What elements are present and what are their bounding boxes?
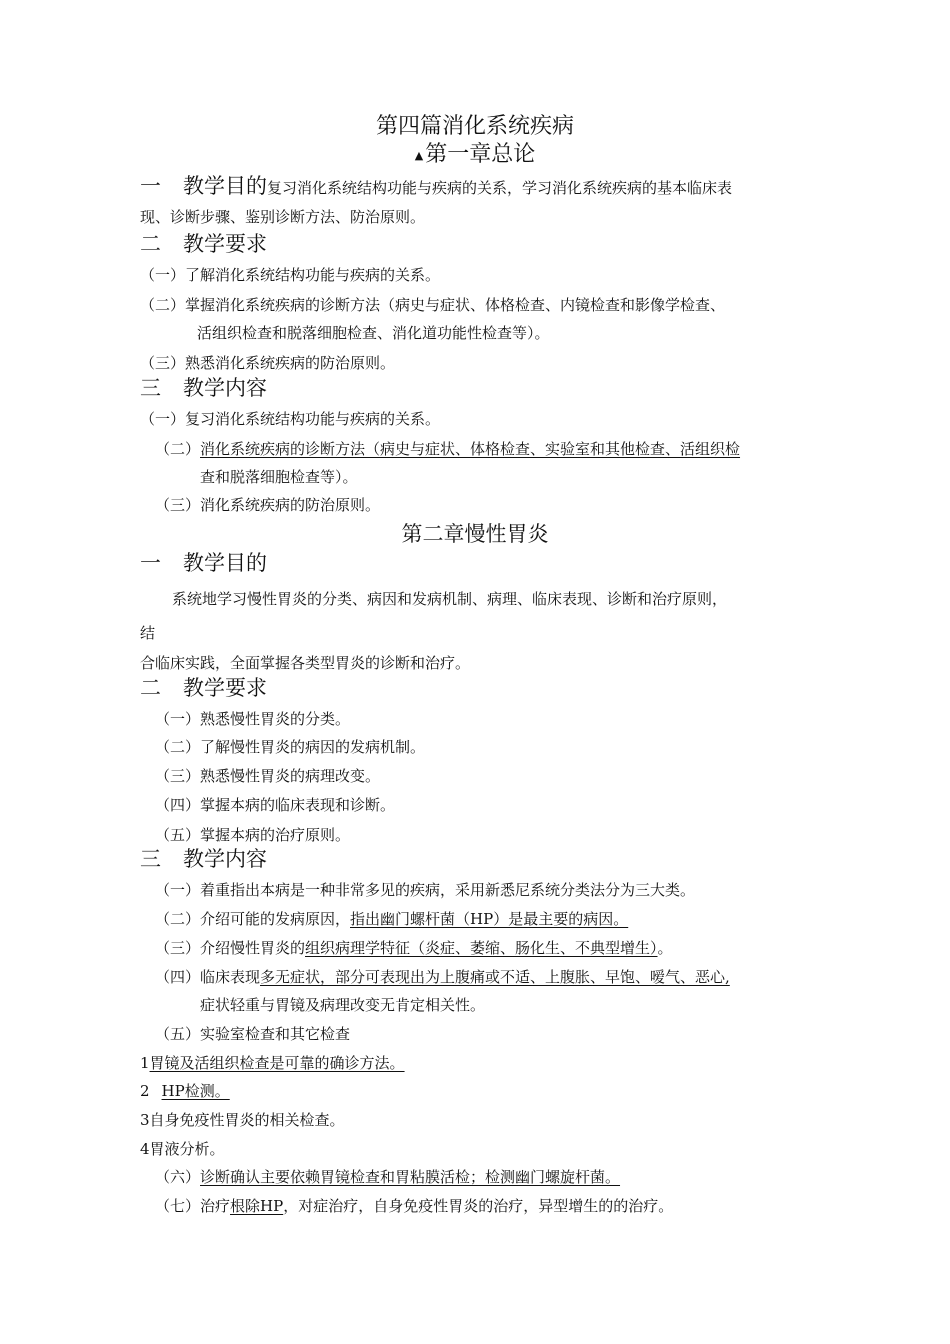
ch2-purpose-line3: 合临床实践，全面掌握各类型胃炎的诊断和治疗。 (140, 654, 471, 672)
ch2-content-item7: （七）治疗根除HP，对症治疗，自身免疫性胃炎的治疗，异型增生的的治疗。 (155, 1197, 674, 1215)
ch2-sub1: 1胃镜及活组织检查是可靠的确诊方法。 (140, 1054, 405, 1072)
ch2-content-item3: （三）介绍慢性胃炎的组织病理学特征（炎症、萎缩、肠化生、不典型增生）。 (155, 939, 673, 957)
ch1-content-heading: 三 教学内容 (140, 376, 267, 400)
ch2-requirements-heading: 二 教学要求 (140, 676, 267, 700)
ch2-content-item4-line2: 症状轻重与胃镜及病理改变无肯定相关性。 (200, 996, 486, 1014)
ch1-requirements-heading: 二 教学要求 (140, 232, 267, 256)
ch2-req-item: （五）掌握本病的治疗原则。 (155, 826, 351, 844)
ch1-req-item2-line1: （二）掌握消化系统疾病的诊断方法（病史与症状、体格检查、内镜检查和影像学检查、 (140, 296, 726, 314)
ch2-sub2: 2 HP检测。 (140, 1082, 230, 1100)
ch1-req-item3: （三）熟悉消化系统疾病的防治原则。 (140, 354, 396, 372)
ch2-purpose-line2: 结 (140, 624, 156, 642)
ch1-content-item2-line1: （二）消化系统疾病的诊断方法（病史与症状、体格检查、实验室和其他检查、活组织检 (155, 440, 741, 458)
ch2-sub3: 3自身免疫性胃炎的相关检查。 (140, 1111, 345, 1129)
ch1-content-item3: （三）消化系统疾病的防治原则。 (155, 496, 381, 514)
ch2-purpose-line1: 系统地学习慢性胃炎的分类、病因和发病机制、病理、临床表现、诊断和治疗原则， (172, 590, 728, 608)
part-title: 第四篇消化系统疾病 (375, 114, 574, 139)
ch2-content-item1: （一）着重指出本病是一种非常多见的疾病，采用新悉尼系统分类法分为三大类。 (155, 881, 696, 899)
ch1-purpose-heading: 教学目的 (183, 174, 267, 198)
ch2-purpose-heading: 一 教学目的 (140, 551, 267, 575)
ch2-req-item: （一）熟悉慢性胃炎的分类。 (155, 710, 351, 728)
ch2-content-item6: （六）诊断确认主要依赖胃镜检查和胃粘膜活检；检测幽门螺旋杆菌。 (155, 1168, 621, 1186)
ch1-req-item2-line2: 活组织检查和脱落细胞检查、消化道功能性检查等）。 (197, 324, 550, 342)
ch2-content-heading: 三 教学内容 (140, 847, 267, 871)
ch2-sub4: 4胃液分析。 (140, 1140, 225, 1158)
chapter1-title: ▲第一章总论 (414, 142, 536, 167)
ch2-content-item2: （二）介绍可能的发病原因，指出幽门螺杆菌（HP）是最主要的病因。 (155, 910, 629, 928)
ch1-purpose-line1 (140, 176, 732, 197)
ch2-req-item: （二）了解慢性胃炎的病因的发病机制。 (155, 738, 426, 756)
ch2-req-item: （四）掌握本病的临床表现和诊断。 (155, 796, 396, 814)
ch1-purpose-text: 复习消化系统结构功能与疾病的关系，学习消化系统疾病的基本临床表 (267, 179, 733, 197)
ch2-req-item: （三）熟悉慢性胃炎的病理改变。 (155, 767, 381, 785)
ch1-content-item2-line2: 查和脱落细胞检查等）。 (200, 468, 358, 486)
ch2-content-item5: （五）实验室检查和其它检查 (155, 1025, 351, 1043)
ch1-purpose-line2: 现、诊断步骤、鉴别诊断方法、防治原则。 (140, 208, 426, 226)
triangle-icon: ▲ (414, 149, 424, 162)
chapter2-title: 第二章慢性胃炎 (401, 522, 549, 546)
ch2-content-item4-line1: （四）临床表现多无症状，部分可表现出为上腹痛或不适、上腹胀、早饱、嗳气、恶心, (155, 968, 730, 986)
ch1-req-item1: （一）了解消化系统结构功能与疾病的关系。 (140, 266, 441, 284)
ch1-content-item1: （一）复习消化系统结构功能与疾病的关系。 (140, 410, 441, 428)
ch1-purpose-num: 一 (140, 174, 161, 198)
